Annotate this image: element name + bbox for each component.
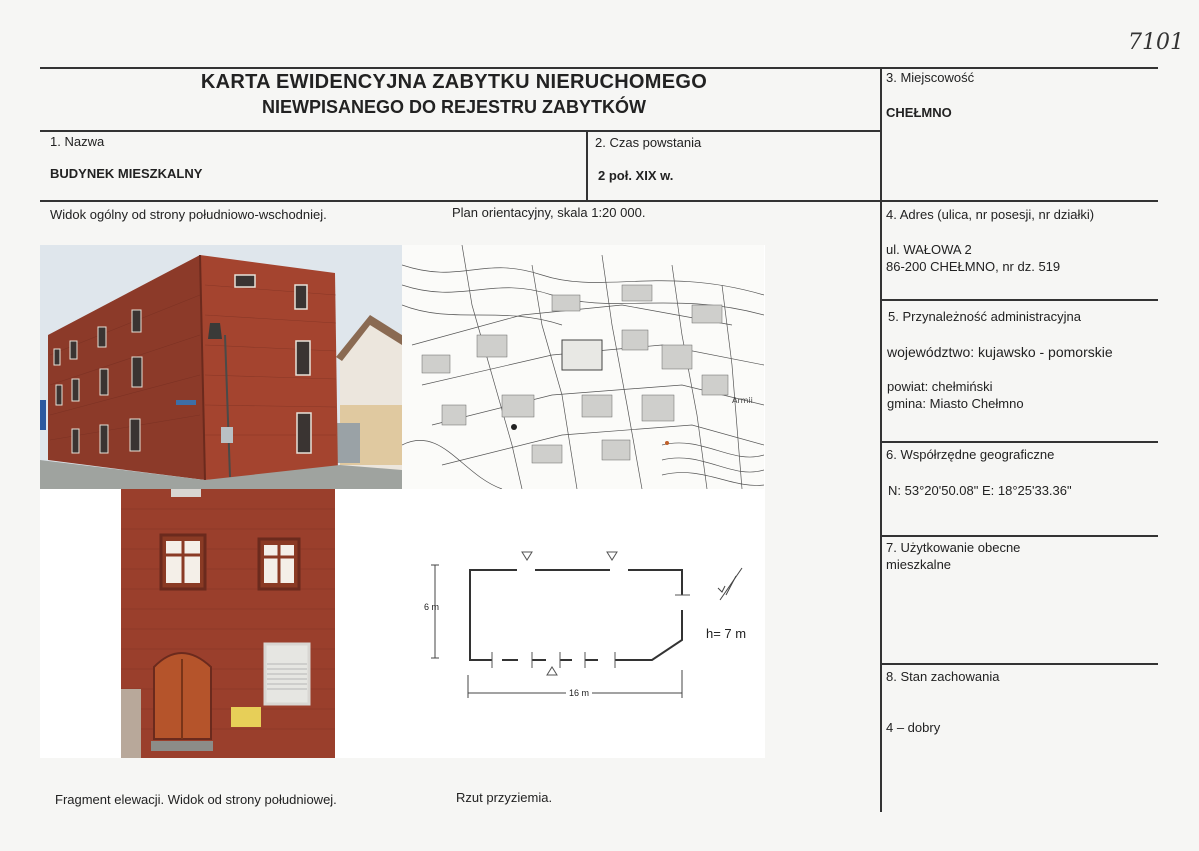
floorplan-h-label: h= 7 m <box>706 626 747 641</box>
name-value: BUDYNEK MIESZKALNY <box>50 166 203 181</box>
locality-label: 3. Miejscowość <box>886 70 975 85</box>
sec5-divider <box>880 299 1158 301</box>
sec6-divider <box>880 441 1158 443</box>
sec7-divider <box>880 535 1158 537</box>
name-time-divider <box>586 130 588 200</box>
date-value: 2 poł. XIX w. <box>598 168 674 183</box>
location-map <box>402 245 764 489</box>
address-label: 4. Adres (ulica, nr posesji, nr działki) <box>886 207 1095 222</box>
handwritten-number: 7101 <box>1128 30 1184 55</box>
condition-value: 4 – dobry <box>886 720 941 735</box>
voivodeship: województwo: kujawsko - pomorskie <box>887 344 1113 360</box>
address-line1: ul. WAŁOWA 2 <box>886 242 972 257</box>
usage-value: mieszkalne <box>886 557 952 572</box>
map-street-label: Armii <box>732 396 753 405</box>
card-title-line2: NIEWPISANEGO DO REJESTRU ZABYTKÓW <box>261 97 647 117</box>
usage-label: 7. Użytkowanie obecne <box>886 540 1021 555</box>
name-label: 1. Nazwa <box>50 134 105 149</box>
sec8-divider <box>880 663 1158 665</box>
floorplan-drawing <box>420 540 760 710</box>
locality-value: CHEŁMNO <box>886 105 952 120</box>
coords-value: N: 53°20'50.08" E: 18°25'33.36" <box>888 483 1072 498</box>
municipality: gmina: Miasto Chełmno <box>887 396 1024 411</box>
card-title-line1: KARTA EWIDENCYJNA ZABYTKU NIERUCHOMEGO <box>200 71 708 93</box>
admin-label: 5. Przynależność administracyjna <box>888 309 1081 324</box>
name-divider <box>40 200 1158 202</box>
title-divider <box>40 130 882 132</box>
coords-label: 6. Współrzędne geograficzne <box>886 447 1055 462</box>
floorplan-height-label: 6 m <box>424 602 440 612</box>
elevation-fragment-photo <box>121 489 335 758</box>
caption-map: Plan orientacyjny, skala 1:20 000. <box>452 205 646 220</box>
main-column-divider <box>880 67 882 812</box>
county: powiat: chełmiński <box>887 379 993 394</box>
address-line2: 86-200 CHEŁMNO, nr dz. 519 <box>886 259 1061 274</box>
caption-floorplan: Rzut przyziemia. <box>456 790 553 805</box>
top-border <box>40 67 1158 69</box>
condition-label: 8. Stan zachowania <box>886 669 1000 684</box>
building-photo-general <box>40 245 402 489</box>
caption-fragment: Fragment elewacji. Widok od strony południowej. <box>55 792 337 807</box>
floorplan-width-label: 16 m <box>566 688 592 698</box>
caption-general-view: Widok ogólny od strony południowo-wschodniej. <box>50 207 327 222</box>
date-label: 2. Czas powstania <box>595 135 702 150</box>
